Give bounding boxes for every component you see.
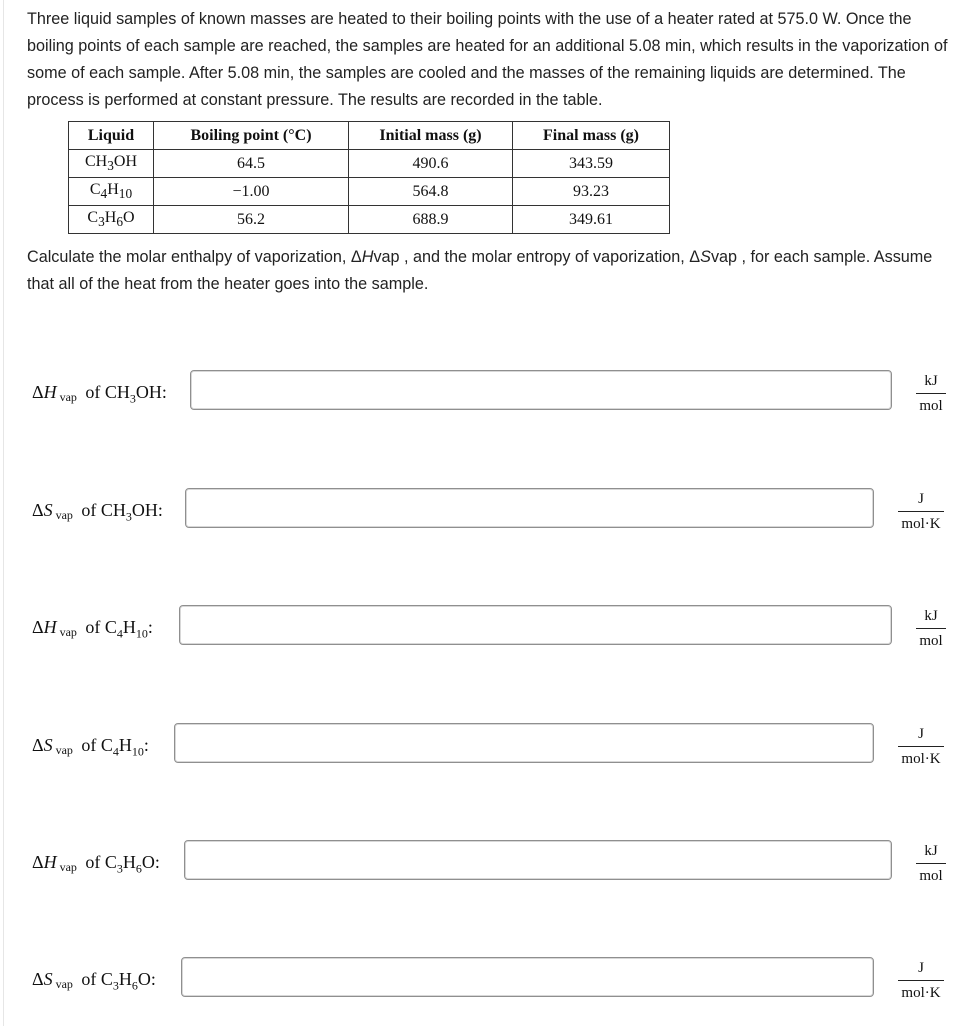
unit-denominator: mol·K bbox=[901, 516, 941, 532]
table-row bbox=[69, 150, 670, 178]
results-table bbox=[68, 121, 670, 234]
answer-row-dh-c3h6o bbox=[0, 840, 958, 884]
column-header-initial-mass: Initial mass (g) bbox=[349, 122, 513, 150]
unit-numerator: J bbox=[918, 960, 924, 976]
ds-vap-ch3oh-input[interactable] bbox=[185, 488, 874, 528]
fraction-bar bbox=[898, 980, 944, 981]
liquid-formula: $CH_3OH$ bbox=[69, 150, 154, 178]
table-row bbox=[69, 206, 670, 234]
fraction-bar bbox=[916, 393, 946, 394]
answer-row-ds-c3h6o bbox=[0, 957, 958, 1001]
initial-mass-cell: 564.8 bbox=[349, 178, 513, 206]
initial-mass-cell: 490.6 bbox=[349, 150, 513, 178]
liquid-formula: $C_4H_{10}$ bbox=[69, 178, 154, 206]
unit-denominator: mol bbox=[919, 398, 943, 414]
boiling-point-cell: 64.5 bbox=[154, 150, 349, 178]
final-mass-cell: 93.23 bbox=[513, 178, 670, 206]
column-header-liquid: Liquid bbox=[69, 122, 154, 150]
dh-vap-ch3oh-input[interactable] bbox=[190, 370, 892, 410]
answer-row-ds-ch3oh bbox=[0, 488, 958, 532]
unit-numerator: J bbox=[918, 491, 924, 507]
fraction-bar bbox=[898, 511, 944, 512]
intro-paragraph: Three liquid samples of known masses are heated to their boiling points with the use of a heater rated at 575.0 W. Once the boiling points of each sample are reached, the samples are heated for an additional 5.08 min, which results in the vaporization of some of each sample. After 5.08 min, the samples are cooled and the masses of the remaining liquids are determined. The process is performed at constant pressure. The results are recorded in the table. bbox=[27, 10, 948, 109]
fraction-bar bbox=[898, 746, 944, 747]
unit-denominator: mol bbox=[919, 633, 943, 649]
dh-vap-c3h6o-input[interactable] bbox=[184, 840, 892, 880]
fraction-bar bbox=[916, 863, 946, 864]
final-mass-cell: 343.59 bbox=[513, 150, 670, 178]
unit-fraction bbox=[893, 725, 949, 768]
unit-fraction bbox=[903, 372, 958, 415]
boiling-point-cell: 56.2 bbox=[154, 206, 349, 234]
answer-label: ΔS vap of $C_3H_6O$: bbox=[32, 969, 156, 993]
question-prompt: Calculate the molar enthalpy of vaporization, ΔHvap , and the molar entropy of vaporization, ΔSvap , for each sample. Assume that all of the heat from the heater goes into the sample. bbox=[27, 248, 933, 293]
unit-fraction bbox=[893, 959, 949, 1002]
ds-vap-c4h10-input[interactable] bbox=[174, 723, 874, 763]
column-header-boiling-point: Boiling point (°C) bbox=[154, 122, 349, 150]
final-mass-cell: 349.61 bbox=[513, 206, 670, 234]
unit-denominator: mol·K bbox=[901, 985, 941, 1001]
unit-fraction bbox=[893, 490, 949, 533]
unit-denominator: mol·K bbox=[901, 751, 941, 767]
column-header-final-mass: Final mass (g) bbox=[513, 122, 670, 150]
answer-row-dh-ch3oh bbox=[0, 370, 958, 414]
table-row bbox=[69, 178, 670, 206]
unit-numerator: kJ bbox=[924, 843, 938, 859]
unit-numerator: kJ bbox=[924, 373, 938, 389]
unit-fraction bbox=[903, 607, 958, 650]
answer-label: ΔH vap of $C_4H_{10}$: bbox=[32, 617, 153, 641]
unit-numerator: J bbox=[918, 726, 924, 742]
unit-fraction bbox=[903, 842, 958, 885]
answer-label: ΔS vap of $CH_3OH$: bbox=[32, 500, 163, 524]
answer-row-dh-c4h10 bbox=[0, 605, 958, 649]
liquid-formula: $C_3H_6O$ bbox=[69, 206, 154, 234]
unit-denominator: mol bbox=[919, 868, 943, 884]
dh-vap-c4h10-input[interactable] bbox=[179, 605, 892, 645]
answer-row-ds-c4h10 bbox=[0, 723, 958, 767]
answer-label: ΔS vap of $C_4H_{10}$: bbox=[32, 735, 149, 759]
boiling-point-cell: −1.00 bbox=[154, 178, 349, 206]
unit-numerator: kJ bbox=[924, 608, 938, 624]
initial-mass-cell: 688.9 bbox=[349, 206, 513, 234]
answer-label: ΔH vap of $CH_3OH$: bbox=[32, 382, 167, 406]
answer-label: ΔH vap of $C_3H_6O$: bbox=[32, 852, 160, 876]
fraction-bar bbox=[916, 628, 946, 629]
table-header-row bbox=[69, 122, 670, 150]
ds-vap-c3h6o-input[interactable] bbox=[181, 957, 874, 997]
